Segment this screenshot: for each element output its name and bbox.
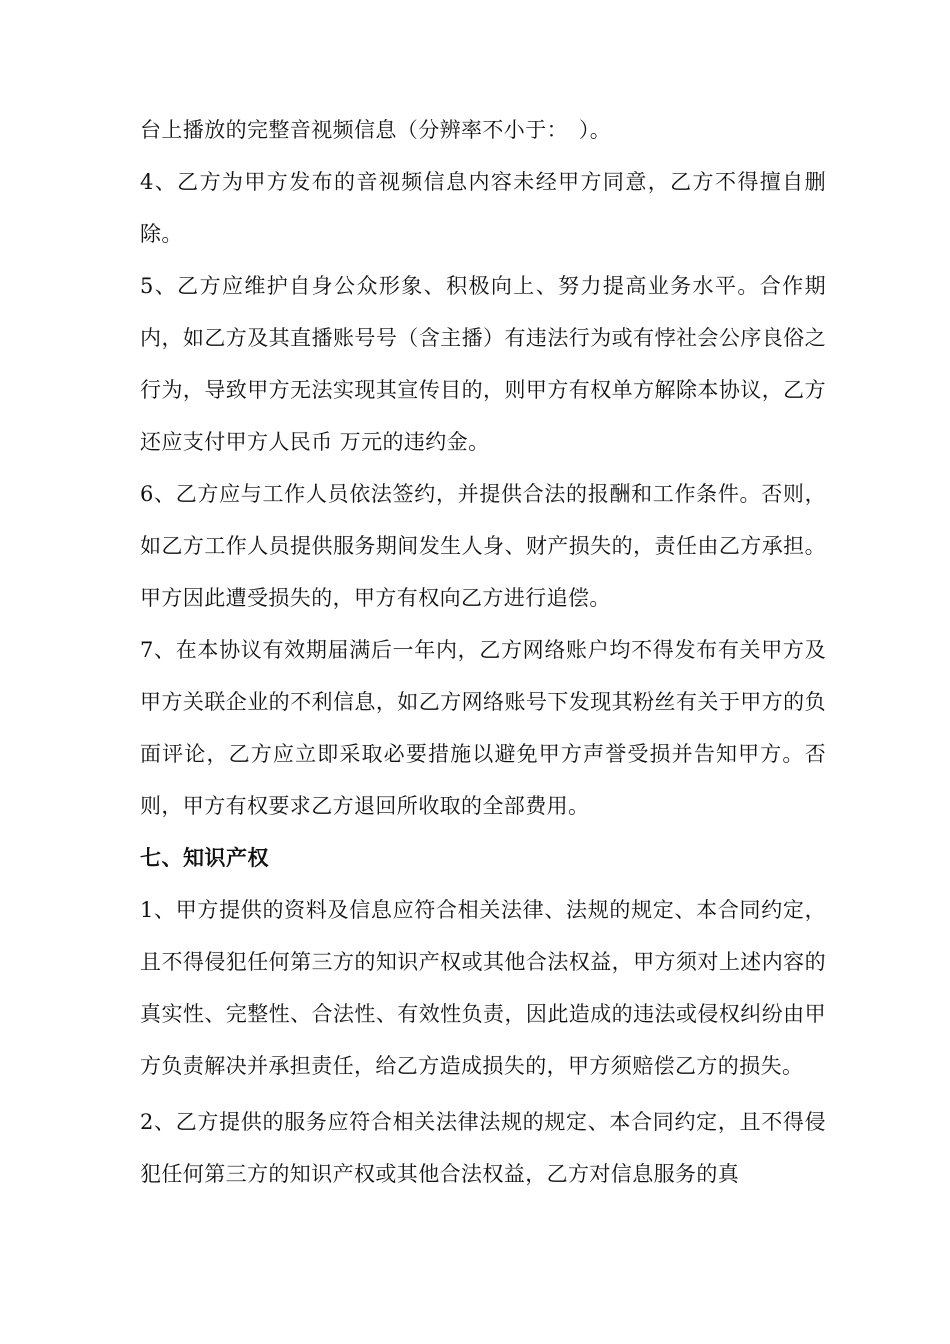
paragraph-ip-item-2: 2、乙方提供的服务应符合相关法律法规的规定、本合同约定，且不得侵犯任何第三方的知识产权或其他合法权益，乙方对信息服务的真 [140, 1110, 826, 1186]
paragraph-item-6: 6、乙方应与工作人员依法签约，并提供合法的报酬和工作条件。否则，如乙方工作人员提供服务期间发生人身、财产损失的，责任由乙方承担。甲方因此遭受损失的，甲方有权向乙方进行追偿。 [140, 482, 826, 610]
paragraph-item-5: 5、乙方应维护自身公众形象、积极向上、努力提高业务水平。合作期内，如乙方及其直播账号号（含主播）有违法行为或有悖社会公序良俗之行为，导致甲方无法实现其宣传目的，则甲方有权单方解除本协议，乙方还应支付甲方人民币 万元的违约金。 [140, 274, 826, 454]
paragraph-item-4: 4、乙方为甲方发布的音视频信息内容未经甲方同意，乙方不得擅自删除。 [140, 170, 826, 246]
section-heading-intellectual-property: 七、知识产权 [140, 846, 269, 870]
paragraph-ip-item-1: 1、甲方提供的资料及信息应符合相关法律、法规的规定、本合同约定，且不得侵犯任何第三方的知识产权或其他合法权益，甲方须对上述内容的真实性、完整性、合法性、有效性负责，因此造成的违法或侵权纠纷由甲方负责解决并承担责任，给乙方造成损失的，甲方须赔偿乙方的损失。 [140, 898, 826, 1078]
document-page [140, 104, 826, 1200]
paragraph-item-7: 7、在本协议有效期届满后一年内，乙方网络账户均不得发布有关甲方及甲方关联企业的不利信息，如乙方网络账号下发现其粉丝有关于甲方的负面评论，乙方应立即采取必要措施以避免甲方声誉受损并告知甲方。否则，甲方有权要求乙方退回所收取的全部费用。 [140, 638, 826, 818]
paragraph-continued: 台上播放的完整音视频信息（分辨率不小于： ）。 [140, 118, 612, 142]
